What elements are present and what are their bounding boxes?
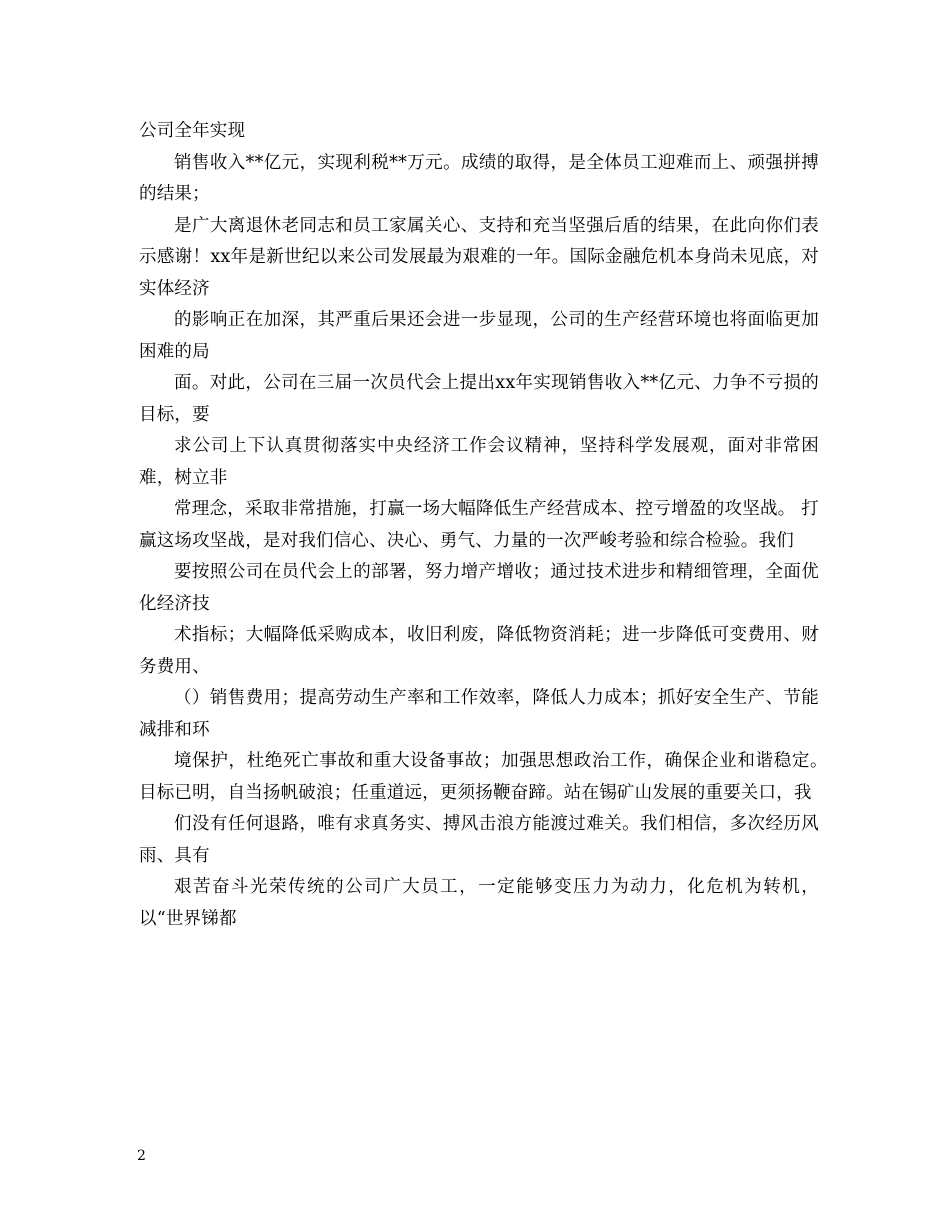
paragraph-12: 们没有任何退路，唯有求真务实、搏风击浪方能渡过难关。我们相信，多次经历风雨、具有 [139,814,819,866]
paragraph-11: 境保护，杜绝死亡事故和重大设备事故；加强思想政治工作，确保企业和谐稳定。 目标已明，自当扬帆破浪；任重道远，更须扬鞭奋蹄。站在锡矿山发展的重要关口，我 [139,751,837,803]
paragraph-13: 艰苦奋斗光荣传统的公司广大员工，一定能够变压力为动力，化危机为转机，以“世界锑都 [139,877,819,929]
paragraph-8: 要按照公司在员代会上的部署，努力增产增收；通过技术进步和精细管理，全面优化经济技 [139,562,819,614]
paragraph-9: 术指标；大幅降低采购成本，收旧利废，降低物资消耗；进一步降低可变费用、财务费用、 [139,625,819,677]
paragraph-2: 销售收入**亿元，实现利税**万元。成绩的取得，是全体员工迎难而上、顽强拼搏的结果； [139,152,819,204]
paragraph-3: 是广大离退休老同志和员工家属关心、支持和充当坚强后盾的结果，在此向你们表示感谢！xx年是新世纪以来公司发展最为艰难的一年。国际金融危机本身尚未见底，对实体经济 [139,215,819,299]
paragraph-4: 的影响正在加深，其严重后果还会进一步显现，公司的生产经营环境也将面临更加困难的局 [139,310,819,362]
paragraph-1: 公司全年实现 [139,121,246,141]
paragraph-6: 求公司上下认真贯彻落实中央经济工作会议精神，坚持科学发展观，面对非常困难，树立非 [139,436,819,488]
paragraph-10: （）销售费用；提高劳动生产率和工作效率，降低人力成本；抓好安全生产、节能减排和环 [139,688,819,740]
document-body [139,116,837,935]
paragraph-5: 面。对此，公司在三届一次员代会上提出xx年实现销售收入**亿元、力争不亏损的目标，要 [139,373,819,425]
page-number: 2 [137,1148,146,1164]
paragraph-7: 常理念，采取非常措施，打赢一场大幅降低生产经营成本、控亏增盈的攻坚战。 打赢这场攻坚战，是对我们信心、决心、勇气、力量的一次严峻考验和综合检验。我们 [139,499,819,551]
